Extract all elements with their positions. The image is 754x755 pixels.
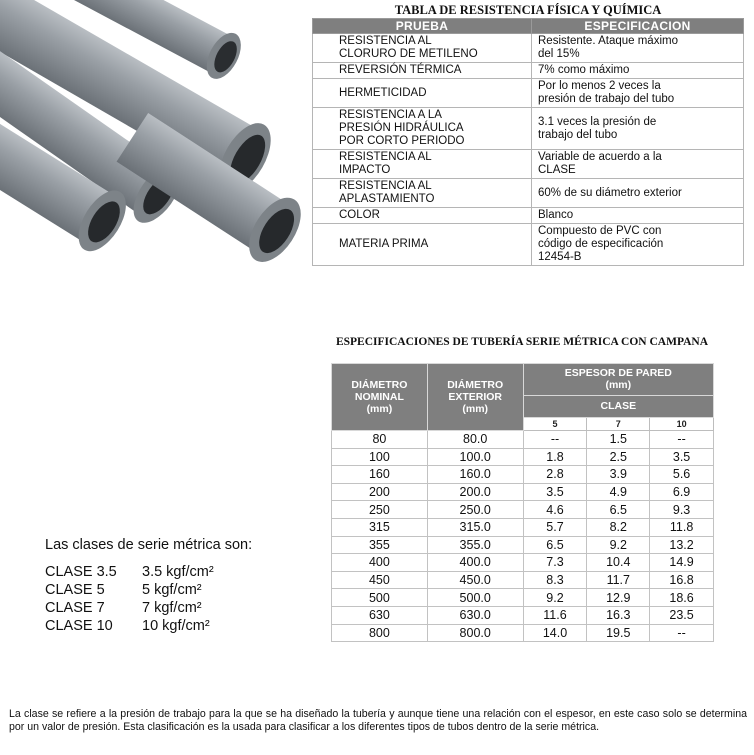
table-cell: 80.0 (427, 431, 523, 449)
test-cell: RESISTENCIA A LA PRESIÓN HIDRÁULICA POR CORTO PERIODO (313, 108, 532, 150)
table-row (332, 501, 714, 519)
spec-cell: 7% como máximo (532, 63, 744, 79)
class-name: CLASE 5 (45, 582, 105, 598)
table-row (332, 554, 714, 572)
table-cell: -- (523, 431, 587, 449)
table-row (332, 483, 714, 501)
table-cell: 400 (332, 554, 428, 572)
table-cell: 11.7 (587, 571, 650, 589)
table-cell: 11.8 (650, 518, 714, 536)
test-cell: COLOR (313, 208, 532, 224)
table-cell: 2.8 (523, 466, 587, 484)
table-cell: 11.6 (523, 606, 587, 624)
table-cell: 2.5 (587, 448, 650, 466)
class-name: CLASE 10 (45, 618, 113, 634)
table-cell: 200 (332, 483, 428, 501)
table-cell: 8.3 (523, 571, 587, 589)
class-label: 7 (587, 417, 650, 430)
class-name: CLASE 3.5 (45, 564, 117, 580)
class-pressure: 3.5 kgf/cm² (142, 564, 214, 580)
test-cell: HERMETICIDAD (313, 79, 532, 108)
table-row (313, 224, 744, 266)
table-cell: 6.5 (523, 536, 587, 554)
table-row (313, 79, 744, 108)
table-cell: 7.3 (523, 554, 587, 572)
table-cell: 315 (332, 518, 428, 536)
table-cell: 6.5 (587, 501, 650, 519)
table-cell: 16.3 (587, 606, 650, 624)
table-cell: 9.2 (587, 536, 650, 554)
spec-cell: Compuesto de PVC con código de especificación 12454-B (532, 224, 744, 266)
pipe-spec-table (331, 363, 714, 642)
pvc-pipes-photo (0, 0, 305, 270)
table-row (332, 518, 714, 536)
table-cell: 160 (332, 466, 428, 484)
spec-cell: Por lo menos 2 veces la presión de trabajo del tubo (532, 79, 744, 108)
table-cell: 160.0 (427, 466, 523, 484)
table-cell: 12.9 (587, 589, 650, 607)
table-cell: 800 (332, 624, 428, 642)
table-row (313, 208, 744, 224)
table-cell: 315.0 (427, 518, 523, 536)
table-cell: -- (650, 624, 714, 642)
table-row (332, 466, 714, 484)
table-cell: 13.2 (650, 536, 714, 554)
test-cell: REVERSIÓN TÉRMICA (313, 63, 532, 79)
table-cell: 5.7 (523, 518, 587, 536)
test-cell: MATERIA PRIMA (313, 224, 532, 266)
test-cell: RESISTENCIA AL APLASTAMIENTO (313, 179, 532, 208)
column-header-class: CLASE (523, 395, 713, 417)
spec-cell: 60% de su diámetro exterior (532, 179, 744, 208)
table-row (313, 179, 744, 208)
table-cell: 355.0 (427, 536, 523, 554)
resistance-table-title: TABLA DE RESISTENCIA FÍSICA Y QUÍMICA (394, 3, 662, 17)
table-cell: 80 (332, 431, 428, 449)
table-cell: 3.5 (650, 448, 714, 466)
spec-cell: Variable de acuerdo a la CLASE (532, 150, 744, 179)
spec-cell: Resistente. Ataque máximo del 15% (532, 34, 744, 63)
column-header-wall-thickness: ESPESOR DE PARED (mm) (523, 364, 713, 396)
column-header-spec: ESPECIFICACION (532, 19, 744, 34)
table-row (332, 448, 714, 466)
table-row (332, 589, 714, 607)
resistance-table (312, 18, 744, 266)
table-row (332, 536, 714, 554)
class-item (45, 581, 252, 599)
class-pressure: 7 kgf/cm² (142, 600, 202, 616)
pipe-table-title: ESPECIFICACIONES DE TUBERÍA SERIE MÉTRICA CON CAMPANA (335, 336, 709, 348)
table-cell: 4.6 (523, 501, 587, 519)
class-pressure: 10 kgf/cm² (142, 618, 210, 634)
footer-note: La clase se refiere a la presión de trabajo para la que se ha diseñado la tubería y aunque tiene una relación con el espesor, en este caso solo se determina por un valor de presión. Esta clasificación es la usada para clasificar a los diferentes tipos de tubos dentro de la serie métrica. (9, 708, 747, 733)
table-cell: 200.0 (427, 483, 523, 501)
table-cell: 500 (332, 589, 428, 607)
table-cell: 1.5 (587, 431, 650, 449)
table-row (332, 431, 714, 449)
table-cell: 800.0 (427, 624, 523, 642)
table-row (313, 150, 744, 179)
table-cell: 9.2 (523, 589, 587, 607)
table-cell: 19.5 (587, 624, 650, 642)
table-cell: 1.8 (523, 448, 587, 466)
table-cell: -- (650, 431, 714, 449)
table-cell: 23.5 (650, 606, 714, 624)
table-cell: 450 (332, 571, 428, 589)
table-cell: 630.0 (427, 606, 523, 624)
class-label: 5 (523, 417, 587, 430)
table-row (313, 63, 744, 79)
table-cell: 14.0 (523, 624, 587, 642)
table-cell: 4.9 (587, 483, 650, 501)
table-cell: 500.0 (427, 589, 523, 607)
table-row (313, 108, 744, 150)
column-header-exterior-diameter: DIÁMETRO EXTERIOR (mm) (427, 364, 523, 431)
table-cell: 5.6 (650, 466, 714, 484)
table-cell: 18.6 (650, 589, 714, 607)
column-header-test: PRUEBA (313, 19, 532, 34)
class-label: 10 (650, 417, 714, 430)
table-cell: 250.0 (427, 501, 523, 519)
table-cell: 8.2 (587, 518, 650, 536)
class-name: CLASE 7 (45, 600, 105, 616)
table-row (332, 571, 714, 589)
class-item (45, 563, 252, 581)
table-cell: 10.4 (587, 554, 650, 572)
table-cell: 14.9 (650, 554, 714, 572)
table-cell: 3.5 (523, 483, 587, 501)
table-cell: 16.8 (650, 571, 714, 589)
spec-cell: Blanco (532, 208, 744, 224)
table-row (332, 606, 714, 624)
table-cell: 9.3 (650, 501, 714, 519)
table-cell: 6.9 (650, 483, 714, 501)
table-cell: 630 (332, 606, 428, 624)
classes-intro: Las clases de serie métrica son: (45, 537, 253, 553)
test-cell: RESISTENCIA AL IMPACTO (313, 150, 532, 179)
spec-cell: 3.1 veces la presión de trabajo del tubo (532, 108, 744, 150)
table-cell: 3.9 (587, 466, 650, 484)
table-cell: 400.0 (427, 554, 523, 572)
class-item (45, 617, 252, 635)
column-header-nominal-diameter: DIÁMETRO NOMINAL (mm) (332, 364, 428, 431)
class-item (45, 599, 252, 617)
table-cell: 355 (332, 536, 428, 554)
table-cell: 450.0 (427, 571, 523, 589)
table-row (332, 624, 714, 642)
table-cell: 100 (332, 448, 428, 466)
test-cell: RESISTENCIA AL CLORURO DE METILENO (313, 34, 532, 63)
class-pressure: 5 kgf/cm² (142, 582, 202, 598)
table-cell: 250 (332, 501, 428, 519)
table-row (313, 34, 744, 63)
classes-list (45, 537, 252, 635)
table-cell: 100.0 (427, 448, 523, 466)
